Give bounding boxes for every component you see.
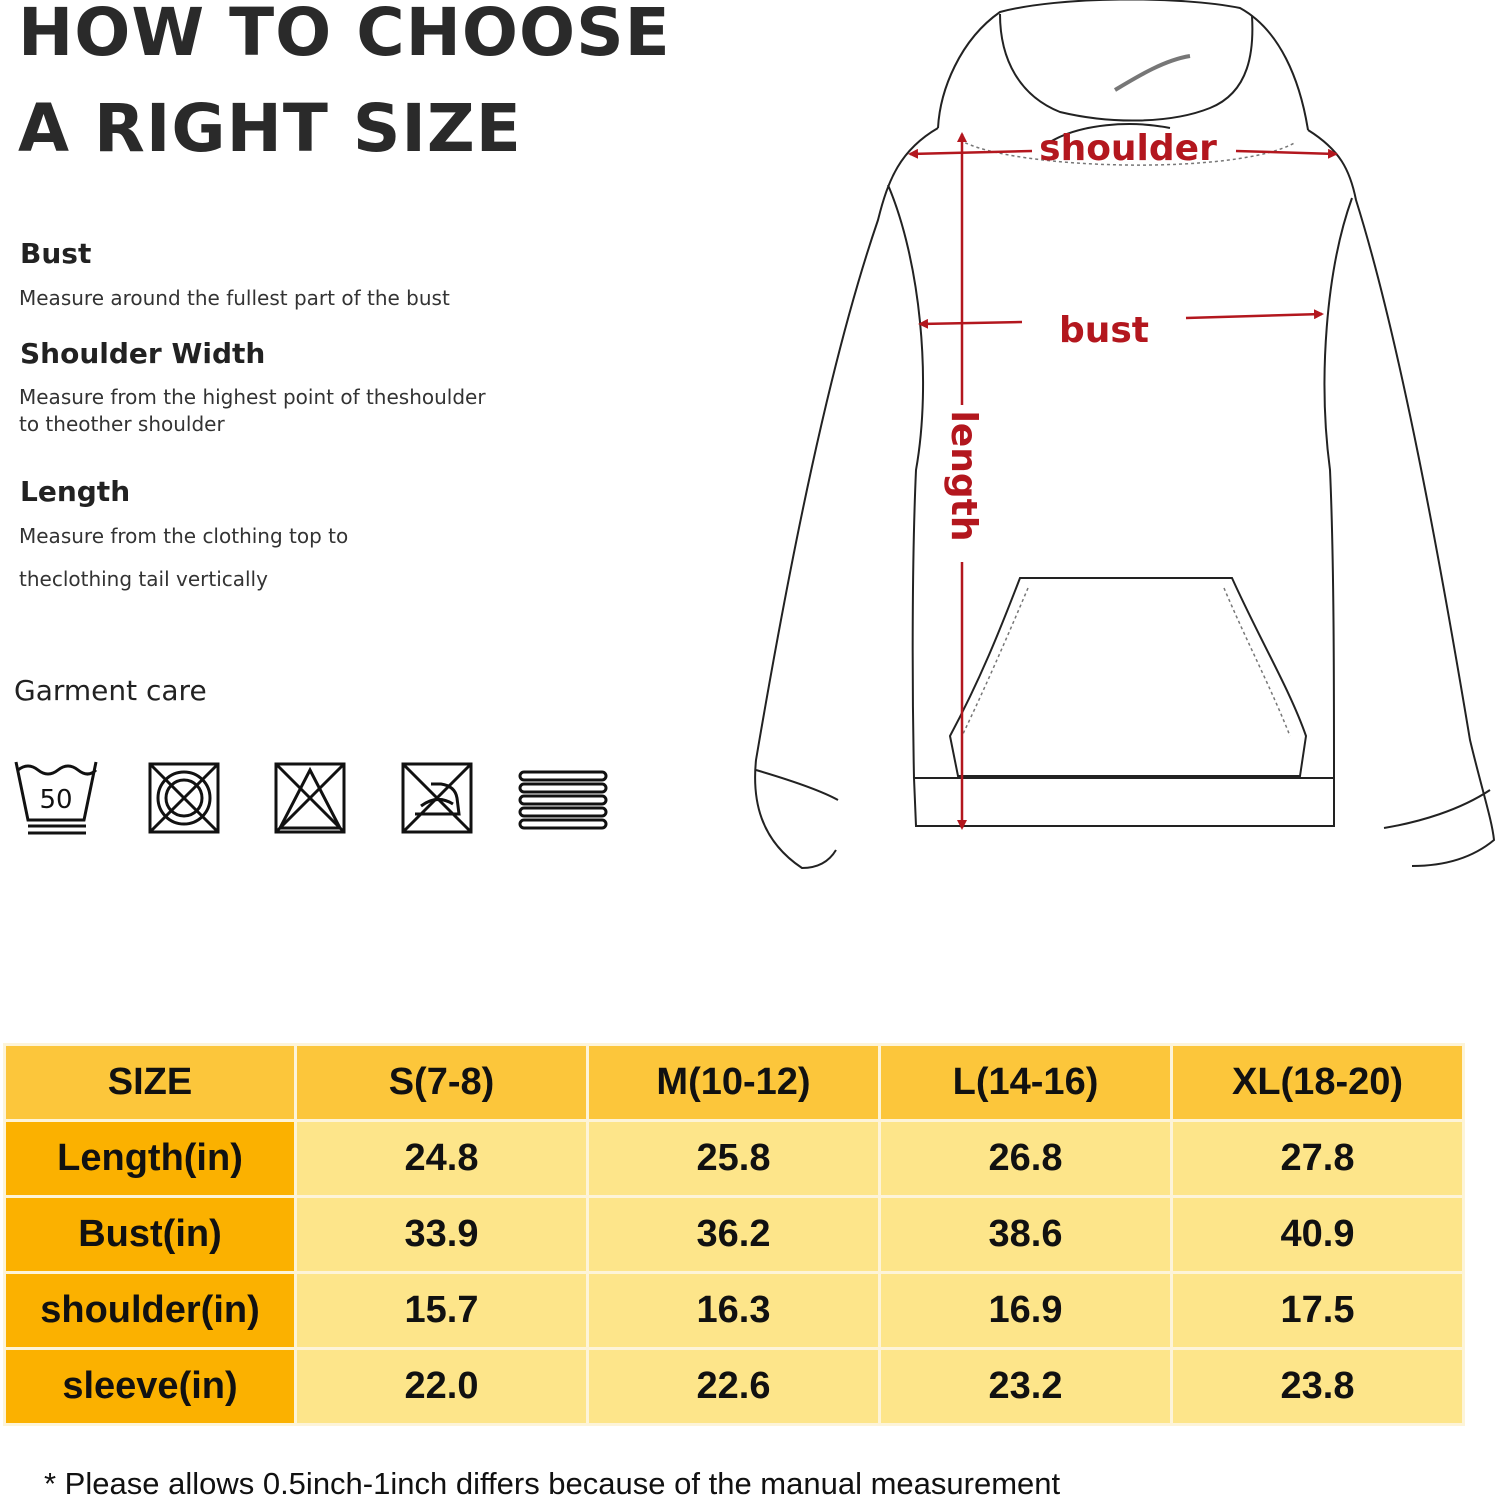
row-label: sleeve(in) bbox=[5, 1349, 296, 1425]
bust-arrow-right bbox=[1186, 314, 1322, 318]
table-cell: 26.8 bbox=[880, 1121, 1172, 1197]
garment-care-label: Garment care bbox=[14, 674, 207, 707]
bust-description: Measure around the fullest part of the bust bbox=[19, 286, 450, 310]
do-not-iron-icon bbox=[401, 760, 473, 834]
bust-heading: Bust bbox=[20, 237, 92, 270]
do-not-tumble-dry-icon bbox=[148, 760, 220, 834]
shoulder-diagram-label: shoulder bbox=[1039, 128, 1217, 169]
page-title-line-1: HOW TO CHOOSE bbox=[18, 0, 671, 71]
table-row-length bbox=[5, 1121, 1464, 1197]
bust-diagram-label: bust bbox=[1058, 310, 1150, 351]
wash-temperature-text: 50 bbox=[39, 785, 73, 815]
table-cell: 22.6 bbox=[588, 1349, 880, 1425]
table-cell: 24.8 bbox=[296, 1121, 588, 1197]
header-l: L(14-16) bbox=[880, 1045, 1172, 1121]
shoulder-width-description-line-1: Measure from the highest point of theshoulder bbox=[19, 385, 486, 409]
row-label: Length(in) bbox=[5, 1121, 296, 1197]
row-label: Bust(in) bbox=[5, 1197, 296, 1273]
header-m: M(10-12) bbox=[588, 1045, 880, 1121]
page-title-line-2: A RIGHT SIZE bbox=[18, 90, 522, 167]
length-heading: Length bbox=[20, 475, 131, 508]
table-row-sleeve bbox=[5, 1349, 1464, 1425]
table-cell: 40.9 bbox=[1172, 1197, 1464, 1273]
table-cell: 23.8 bbox=[1172, 1349, 1464, 1425]
table-row-bust bbox=[5, 1197, 1464, 1273]
dry-flat-icon bbox=[517, 760, 609, 834]
table-cell: 27.8 bbox=[1172, 1121, 1464, 1197]
length-diagram-label: length bbox=[943, 410, 984, 542]
length-description-line-2: theclothing tail vertically bbox=[19, 567, 268, 591]
size-chart-table bbox=[3, 1043, 1465, 1426]
shoulder-arrow-right bbox=[1236, 151, 1336, 154]
shoulder-width-heading: Shoulder Width bbox=[20, 337, 266, 370]
header-size: SIZE bbox=[5, 1045, 296, 1121]
header-xl: XL(18-20) bbox=[1172, 1045, 1464, 1121]
table-cell: 15.7 bbox=[296, 1273, 588, 1349]
header-s: S(7-8) bbox=[296, 1045, 588, 1121]
table-row-shoulder bbox=[5, 1273, 1464, 1349]
table-cell: 36.2 bbox=[588, 1197, 880, 1273]
length-description-line-1: Measure from the clothing top to bbox=[19, 524, 349, 548]
table-cell: 16.3 bbox=[588, 1273, 880, 1349]
table-cell: 22.0 bbox=[296, 1349, 588, 1425]
table-cell: 16.9 bbox=[880, 1273, 1172, 1349]
row-label: shoulder(in) bbox=[5, 1273, 296, 1349]
wash-50-icon bbox=[12, 760, 100, 840]
table-header-row bbox=[5, 1045, 1464, 1121]
shoulder-width-description-line-2: to theother shoulder bbox=[19, 412, 225, 436]
bust-arrow-left bbox=[920, 322, 1022, 324]
measurement-footnote: * Please allows 0.5inch-1inch differs because of the manual measurement bbox=[44, 1466, 1061, 1501]
shoulder-arrow-left bbox=[910, 151, 1032, 154]
table-cell: 25.8 bbox=[588, 1121, 880, 1197]
table-cell: 33.9 bbox=[296, 1197, 588, 1273]
table-cell: 38.6 bbox=[880, 1197, 1172, 1273]
do-not-bleach-icon bbox=[274, 760, 346, 834]
hoodie-measurement-diagram bbox=[740, 0, 1498, 880]
table-cell: 17.5 bbox=[1172, 1273, 1464, 1349]
table-cell: 23.2 bbox=[880, 1349, 1172, 1425]
